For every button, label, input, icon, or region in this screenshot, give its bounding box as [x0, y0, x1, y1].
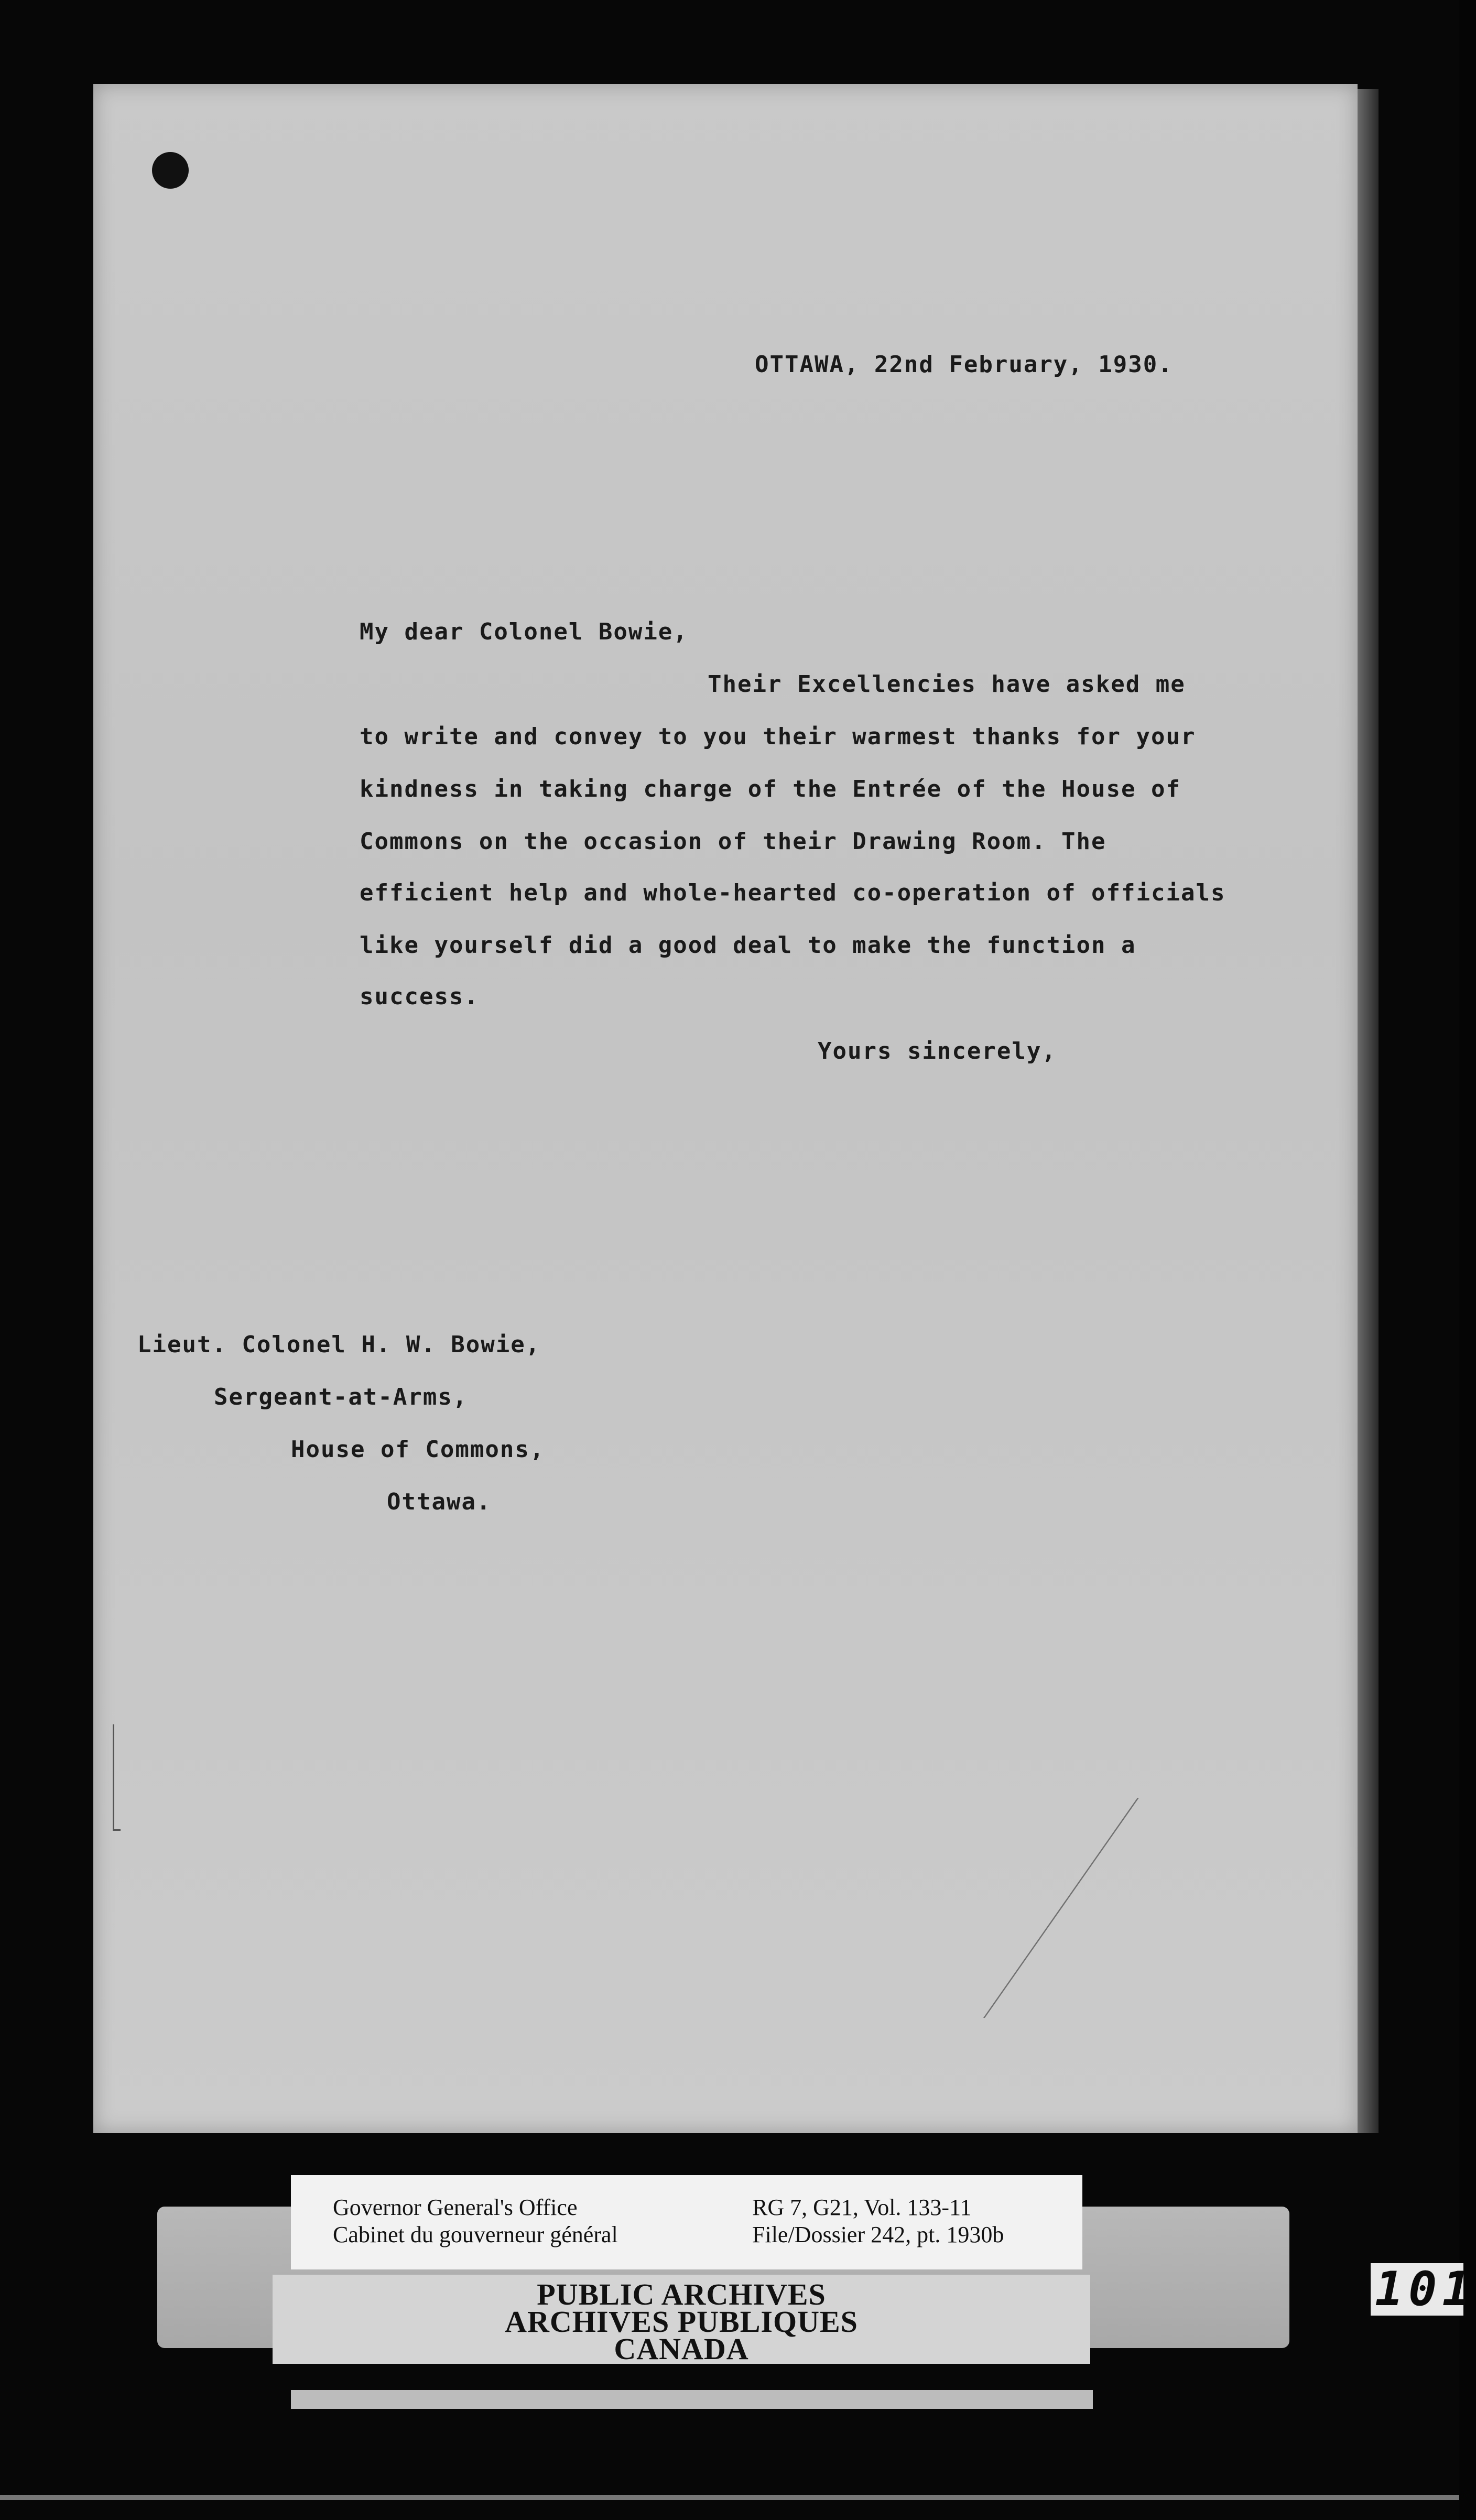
body-line: kindness in taking charge of the Entrée of the House of	[360, 776, 1181, 802]
label-bottom-bar	[291, 2390, 1093, 2409]
closing: Yours sincerely,	[818, 1038, 1057, 1065]
body-line: Their Excellencies have asked me	[708, 671, 1186, 698]
body-line: efficient help and whole-hearted co-operation of officials	[360, 879, 1226, 906]
record-group-reference: RG 7, G21, Vol. 133-11	[752, 2195, 972, 2220]
body-line: to write and convey to you their warmest thanks for your	[360, 723, 1196, 750]
file-dossier-reference: File/Dossier 242, pt. 1930b	[752, 2222, 1004, 2247]
punch-hole	[152, 152, 189, 189]
archive-reference-card	[291, 2175, 1082, 2269]
address-line: Lieut. Colonel H. W. Bowie,	[137, 1331, 541, 1358]
address-line: Sergeant-at-Arms,	[214, 1384, 468, 1410]
body-line: success.	[360, 983, 479, 1010]
salutation: My dear Colonel Bowie,	[360, 618, 688, 645]
body-line: like yourself did a good deal to make the function a	[360, 932, 1136, 959]
stamp-line-english: PUBLIC ARCHIVES	[537, 2277, 826, 2311]
frame-number: 101	[1371, 2263, 1463, 2316]
film-bottom-edge	[0, 2495, 1459, 2500]
stamp-line-country: CANADA	[614, 2332, 749, 2366]
dateline: OTTAWA, 22nd February, 1930.	[755, 351, 1173, 378]
page-edge	[1358, 89, 1379, 2133]
address-line: House of Commons,	[291, 1436, 545, 1463]
office-english: Governor General's Office	[333, 2195, 578, 2220]
archive-stamp	[273, 2275, 1090, 2364]
address-line: Ottawa.	[387, 1489, 492, 1515]
body-line: Commons on the occasion of their Drawing Room. The	[360, 828, 1106, 855]
margin-mark	[113, 1724, 121, 1831]
office-french: Cabinet du gouverneur général	[333, 2222, 618, 2247]
stamp-line-french: ARCHIVES PUBLIQUES	[505, 2305, 858, 2339]
